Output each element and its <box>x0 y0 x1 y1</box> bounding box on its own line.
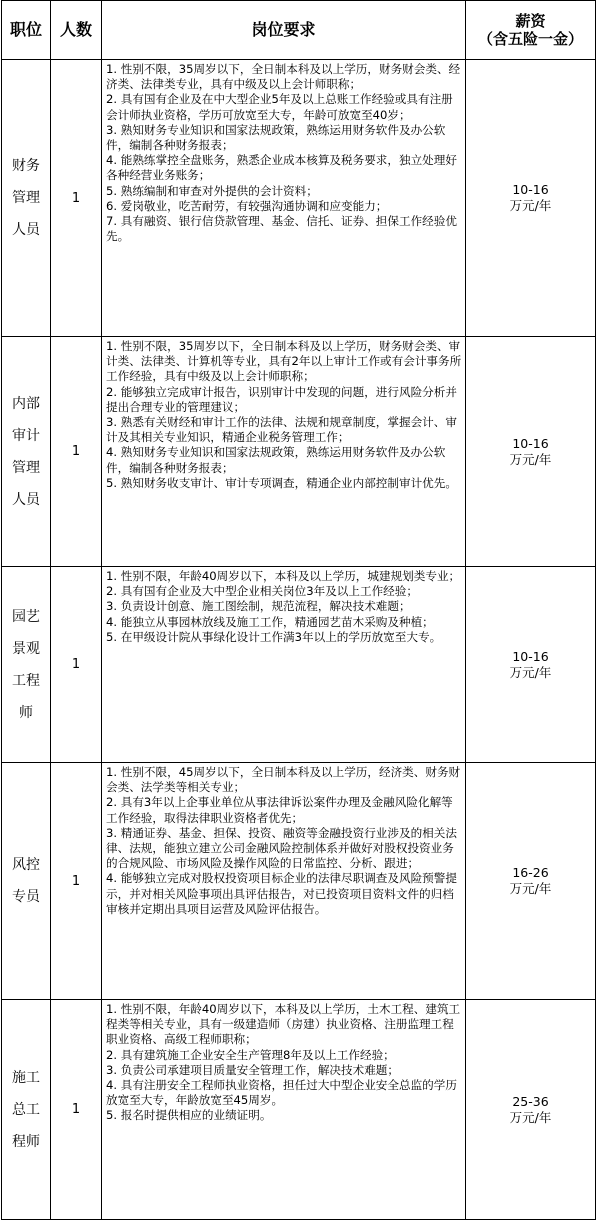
requirement-item: 5. 报名时提供相应的业绩证明。 <box>106 1108 272 1123</box>
requirement-item: 3. 负责设计创意、施工图绘制，规范流程，解决技术难题； <box>106 599 411 614</box>
headcount-cell: 1 <box>51 763 102 1000</box>
position-name-line: 师 <box>19 704 33 721</box>
salary-line: 万元/年 <box>509 198 552 213</box>
header-salary-line2: （含五险一金） <box>477 30 583 48</box>
position-name-line: 总工 <box>12 1101 40 1118</box>
requirement-item: 3. 熟悉有关财经和审计工作的法律、法规和规章制度，掌握会计、审计及其相关专业知识，精通企业税务管理工作； <box>106 415 457 445</box>
position-name-line: 风控 <box>12 857 40 873</box>
salary-cell <box>466 337 596 567</box>
position-cell <box>2 60 51 337</box>
table-row <box>2 1000 596 1220</box>
requirement-item: 4. 具有注册安全工程师执业资格，担任过大中型企业安全总监的学历放宽至大专，年龄放宽至45周岁。 <box>106 1078 457 1108</box>
salary-cell <box>466 1000 596 1220</box>
position-name-line: 工程 <box>12 672 40 689</box>
header-requirements: 岗位要求 <box>102 1 466 60</box>
salary-line: 万元/年 <box>509 881 552 896</box>
salary-line: 16-26 <box>512 865 549 880</box>
salary-line: 万元/年 <box>509 1109 552 1125</box>
salary-cell <box>466 763 596 1000</box>
requirement-item: 2. 具有国有企业及大中型企业相关岗位3年及以上工作经验； <box>106 584 418 599</box>
header-salary <box>466 1 596 60</box>
salary-cell <box>466 60 596 337</box>
position-name-line: 施工 <box>12 1069 40 1086</box>
position-name-line: 人员 <box>12 491 40 508</box>
requirement-item: 1. 性别不限，年龄40周岁以下，本科及以上学历，城建规划类专业； <box>106 569 461 583</box>
table-row <box>2 337 596 567</box>
requirements-cell <box>102 337 466 567</box>
requirements-cell <box>102 763 466 1000</box>
salary-cell <box>466 567 596 763</box>
headcount-cell: 1 <box>51 60 102 337</box>
requirement-item: 3. 熟知财务专业知识和国家法规政策，熟练运用财务软件及办公软件，编制各种财务报表； <box>106 122 446 153</box>
requirements-cell <box>102 567 466 763</box>
position-name-line: 人员 <box>12 222 40 238</box>
requirement-item: 7. 具有融资、银行信贷款管理、基金、信托、证券、担保工作经验优先。 <box>106 214 457 244</box>
position-name-line: 管理 <box>12 459 40 476</box>
requirement-item: 5. 在甲级设计院从事绿化设计工作满3年以上的学历放宽至大专。 <box>106 629 442 644</box>
requirement-item: 2. 能够独立完成审计报告，识别审计中发现的问题，进行风险分析并提出合理专业的管理建议； <box>106 384 457 414</box>
header-count: 人数 <box>51 1 102 60</box>
requirement-item: 2. 具有3年以上企事业单位从事法律诉讼案件办理及金融风险化解等工作经验，取得法律职业资格者优先； <box>106 795 453 825</box>
salary-line: 万元/年 <box>509 451 552 467</box>
headcount-cell: 1 <box>51 337 102 567</box>
headcount-cell: 1 <box>51 1000 102 1220</box>
requirement-item: 3. 负责公司承建项目质量安全管理工作，解决技术难题； <box>106 1062 399 1077</box>
requirement-item: 5. 熟知财务收支审计、审计专项调查，精通企业内部控制审计优先。 <box>106 475 457 490</box>
requirement-item: 3. 精通证券、基金、担保、投资、融资等金融投资行业涉及的相关法律、法规，能独立建立公司金融风险控制体系并做好对股权投资业务的合规风险、市场风险及操作风险的日常监控、分析、跟进； <box>106 825 457 871</box>
requirements-cell <box>102 1000 466 1220</box>
requirement-item: 1. 性别不限，45周岁以下，全日制本科及以上学历，经济类、财务财会类、法学类等相关专业； <box>106 765 461 795</box>
requirement-item: 4. 能独立从事园林放线及施工工作，精通园艺苗木采购及种植； <box>106 614 434 629</box>
position-cell <box>2 567 51 763</box>
position-name-line: 内部 <box>12 395 40 412</box>
position-name-line: 财务 <box>12 158 40 174</box>
header-row <box>2 1 596 60</box>
position-name-line: 审计 <box>12 427 40 444</box>
requirement-item: 2. 具有建筑施工企业安全生产管理8年及以上工作经验； <box>106 1047 395 1062</box>
position-name-line: 专员 <box>12 889 40 905</box>
requirement-item: 4. 能熟练掌控全盘账务，熟悉企业成本核算及税务要求，独立处理好各种经营业务账务； <box>106 153 457 183</box>
requirement-item: 4. 能够独立完成对股权投资项目标企业的法律尽职调查及风险预警提示，并对相关风险事项出具评估报告，对已投资项目资料文件的归档审核并定期出具项目运营及风险评估报告。 <box>106 871 457 916</box>
requirement-item: 1. 性别不限，35周岁以下，全日制本科及以上学历，财务财会类、审计类、法律类、计算机等专业，具有2年以上审计工作或有会计事务所工作经验，具有中级及以上会计师职称； <box>106 339 462 384</box>
salary-line: 10-16 <box>512 648 549 664</box>
position-name-line: 景观 <box>12 640 40 657</box>
table-row <box>2 763 596 1000</box>
requirement-item: 1. 性别不限，35周岁以下，全日制本科及以上学历，财务财会类、经济类、法律类专业，具有中级及以上会计师职称； <box>106 62 461 92</box>
requirement-item: 6. 爱岗敬业，吃苦耐劳，有较强沟通协调和应变能力； <box>106 198 388 213</box>
header-position: 职位 <box>2 1 51 60</box>
salary-line: 10-16 <box>512 435 549 451</box>
position-name-line: 程师 <box>12 1133 40 1150</box>
job-requirements-table <box>1 0 596 1220</box>
headcount-cell: 1 <box>51 567 102 763</box>
requirement-item: 5. 熟练编制和审查对外提供的会计资料； <box>106 183 318 198</box>
position-cell <box>2 763 51 1000</box>
salary-line: 万元/年 <box>509 664 552 680</box>
salary-line: 25-36 <box>512 1093 549 1109</box>
position-cell <box>2 337 51 567</box>
position-cell <box>2 1000 51 1220</box>
table-row <box>2 60 596 337</box>
table-row <box>2 567 596 763</box>
requirements-cell <box>102 60 466 337</box>
position-name-line: 园艺 <box>12 608 40 625</box>
position-name-line: 管理 <box>12 190 40 206</box>
requirement-item: 1. 性别不限，年龄40周岁以下，本科及以上学历，土木工程、建筑工程类等相关专业，具有一级建造师（房建）执业资格、注册监理工程职业资格、高级工程师职称； <box>106 1002 461 1047</box>
header-salary-line1: 薪资 <box>515 12 546 30</box>
requirement-item: 4. 熟知财务专业知识和国家法规政策，熟练运用财务软件及办公软件，编制各种财务报表； <box>106 445 446 475</box>
requirement-item: 2. 具有国有企业及在中大型企业5年及以上总账工作经验或具有注册会计师执业资格，学历可放宽至大专，年龄可放宽至40岁； <box>106 92 453 122</box>
salary-line: 10-16 <box>512 182 549 197</box>
